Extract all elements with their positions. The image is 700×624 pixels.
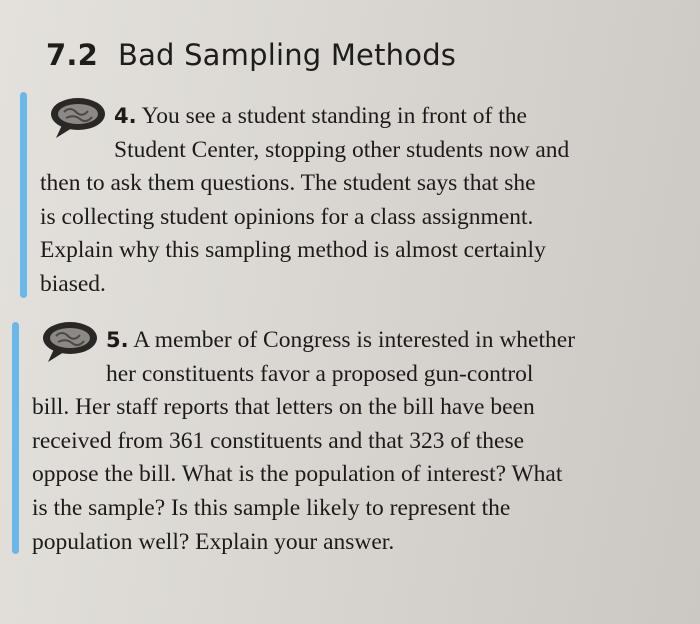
problem-number: 5.	[106, 328, 129, 352]
highlight-bar-problem-5	[12, 322, 19, 554]
section-title: Bad Sampling Methods	[117, 38, 457, 72]
problem-4	[40, 100, 569, 302]
section-number: 7.2	[46, 38, 98, 72]
problem-line: 4. You see a student standing in front of the	[114, 103, 527, 129]
problem-line: is the sample? Is this sample likely to represent the	[32, 494, 511, 521]
problem-line: oppose the bill. What is the population of interest? What	[32, 461, 563, 488]
problem-line: biased.	[40, 270, 106, 297]
problem-line: Student Center, stopping other students now and	[114, 136, 570, 163]
problem-5	[32, 324, 575, 559]
problem-line: 5. A member of Congress is interested in whether	[106, 327, 576, 353]
highlight-bar-problem-4	[20, 92, 27, 298]
problem-line: bill. Her staff reports that letters on the bill have been	[32, 394, 535, 421]
problem-number: 4.	[114, 104, 137, 128]
problem-line: her constituents favor a proposed gun-control	[106, 360, 534, 387]
problem-line: population well? Explain your answer.	[32, 528, 395, 555]
problem-line: received from 361 constituents and that 323 of these	[32, 427, 525, 454]
section-heading	[46, 38, 456, 72]
problem-line: then to ask them questions. The student says that she	[40, 170, 536, 197]
problem-line: is collecting student opinions for a class assignment.	[40, 203, 534, 230]
problem-line: Explain why this sampling method is almost certainly	[40, 237, 546, 264]
